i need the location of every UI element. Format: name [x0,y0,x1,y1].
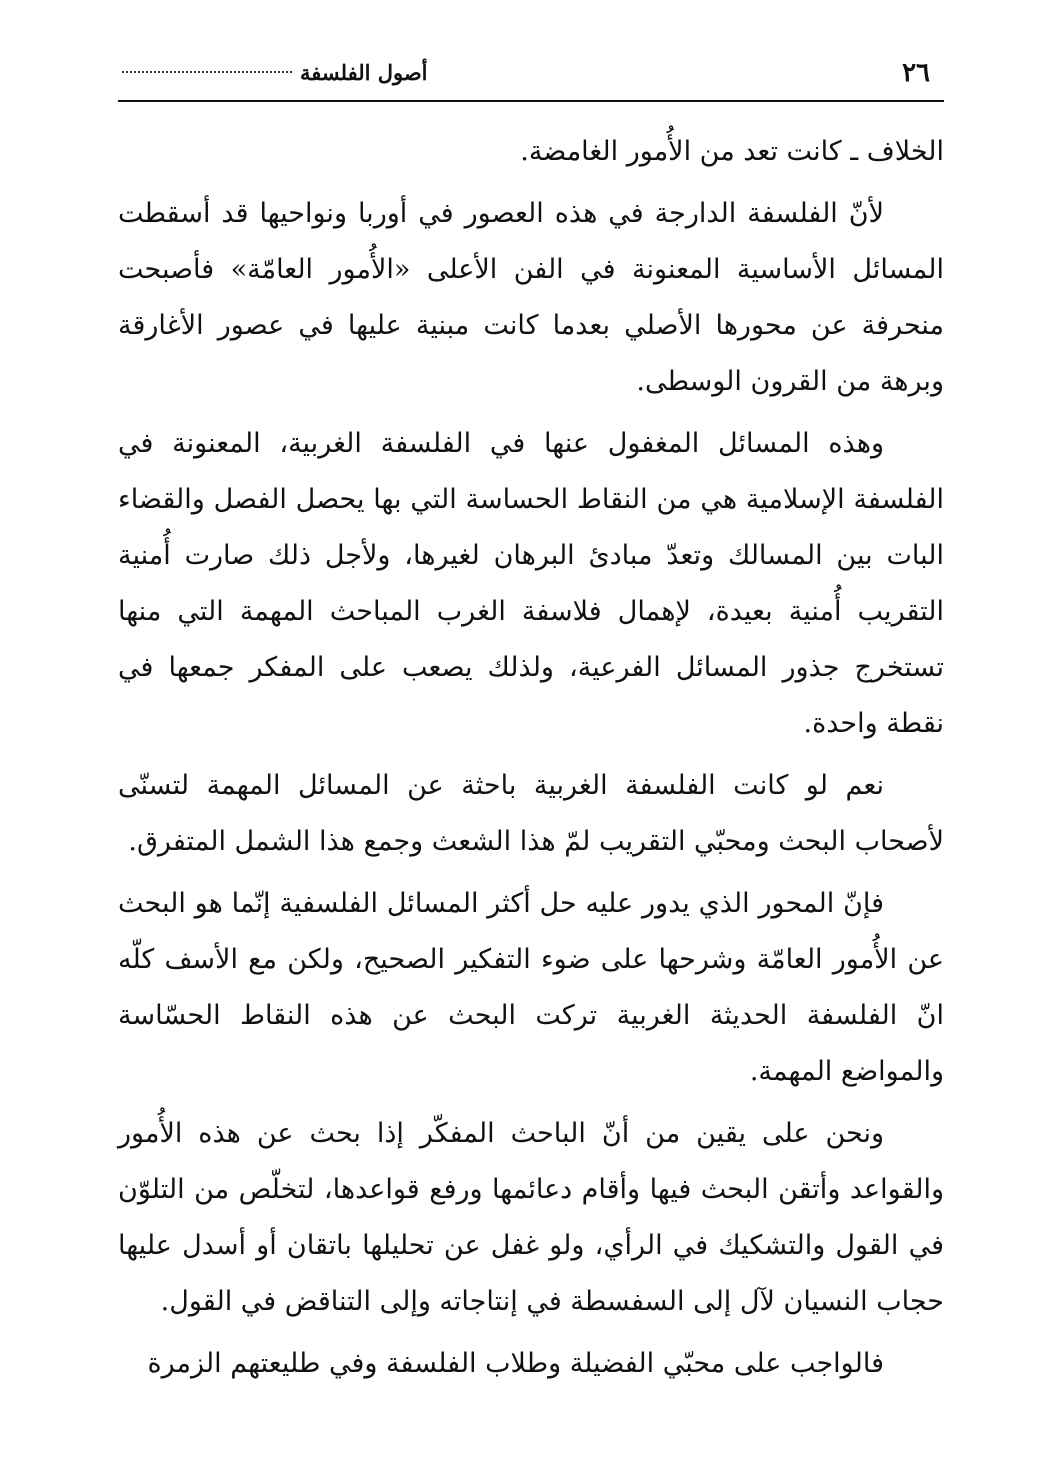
body-text [118,124,944,1398]
paragraph: نعم لو كانت الفلسفة الغربية باحثة عن المسائل المهمة لتسنّى لأصحاب البحث ومحبّي التقريب لمّ هذا الشعث وجمع هذا الشمل المتفرق. [118,770,944,857]
page-number: ٢٦ [902,58,930,88]
running-title: أصول الفلسفة [300,60,428,85]
paragraph: ونحن على يقين من أنّ الباحث المفكّر إذا بحث عن هذه الأُمور والقواعد وأتقن البحث فيها وأقام دعائمها ورفع قواعدها، لتخلّص من التلوّن في القول والتشكيك في الرأي، ولو غفل عن تحليلها باتقان أو أسدل عليها حجاب النسيان لآل إلى السفسطة في إنتاجاته وإلى التناقض في القول. [118,1118,944,1317]
paragraph: فالواجب على محبّي الفضيلة وطلاب الفلسفة وفي طليعتهم الزمرة [147,1348,884,1379]
header-leader-dots [122,71,292,73]
paragraph: لأنّ الفلسفة الدارجة في هذه العصور في أوربا ونواحيها قد أسقطت المسائل الأساسية المعنونة في الفن الأعلى «الأُمور العامّة» فأصبحت منحرفة عن محورها الأصلي بعدما كانت مبنية عليها في عصور الأغارقة وبرهة من القرون الوسطى. [118,198,944,397]
header-rule [118,100,944,102]
running-head [122,60,428,85]
paragraph: وهذه المسائل المغفول عنها في الفلسفة الغربية، المعنونة في الفلسفة الإسلامية هي من النقاط الحساسة التي بها يحصل الفصل والقضاء البات بين المسالك وتعدّ مبادئ البرهان لغيرها، ولأجل ذلك صارت أُمنية التقريب أُمنية بعيدة، لإهمال فلاسفة الغرب المباحث المهمة التي منها تستخرج جذور المسائل الفرعية، ولذلك يصعب على المفكر جمعها في نقطة واحدة. [118,428,944,739]
paragraph: فإنّ المحور الذي يدور عليه حل أكثر المسائل الفلسفية إنّما هو البحث عن الأُمور العامّة وشرحها على ضوء التفكير الصحيح، ولكن مع الأسف كلّه انّ الفلسفة الحديثة الغربية تركت البحث عن هذه النقاط الحسّاسة والمواضع المهمة. [118,888,944,1087]
page-header [118,54,944,98]
paragraph: الخلاف ـ كانت تعد من الأُمور الغامضة. [520,136,944,167]
